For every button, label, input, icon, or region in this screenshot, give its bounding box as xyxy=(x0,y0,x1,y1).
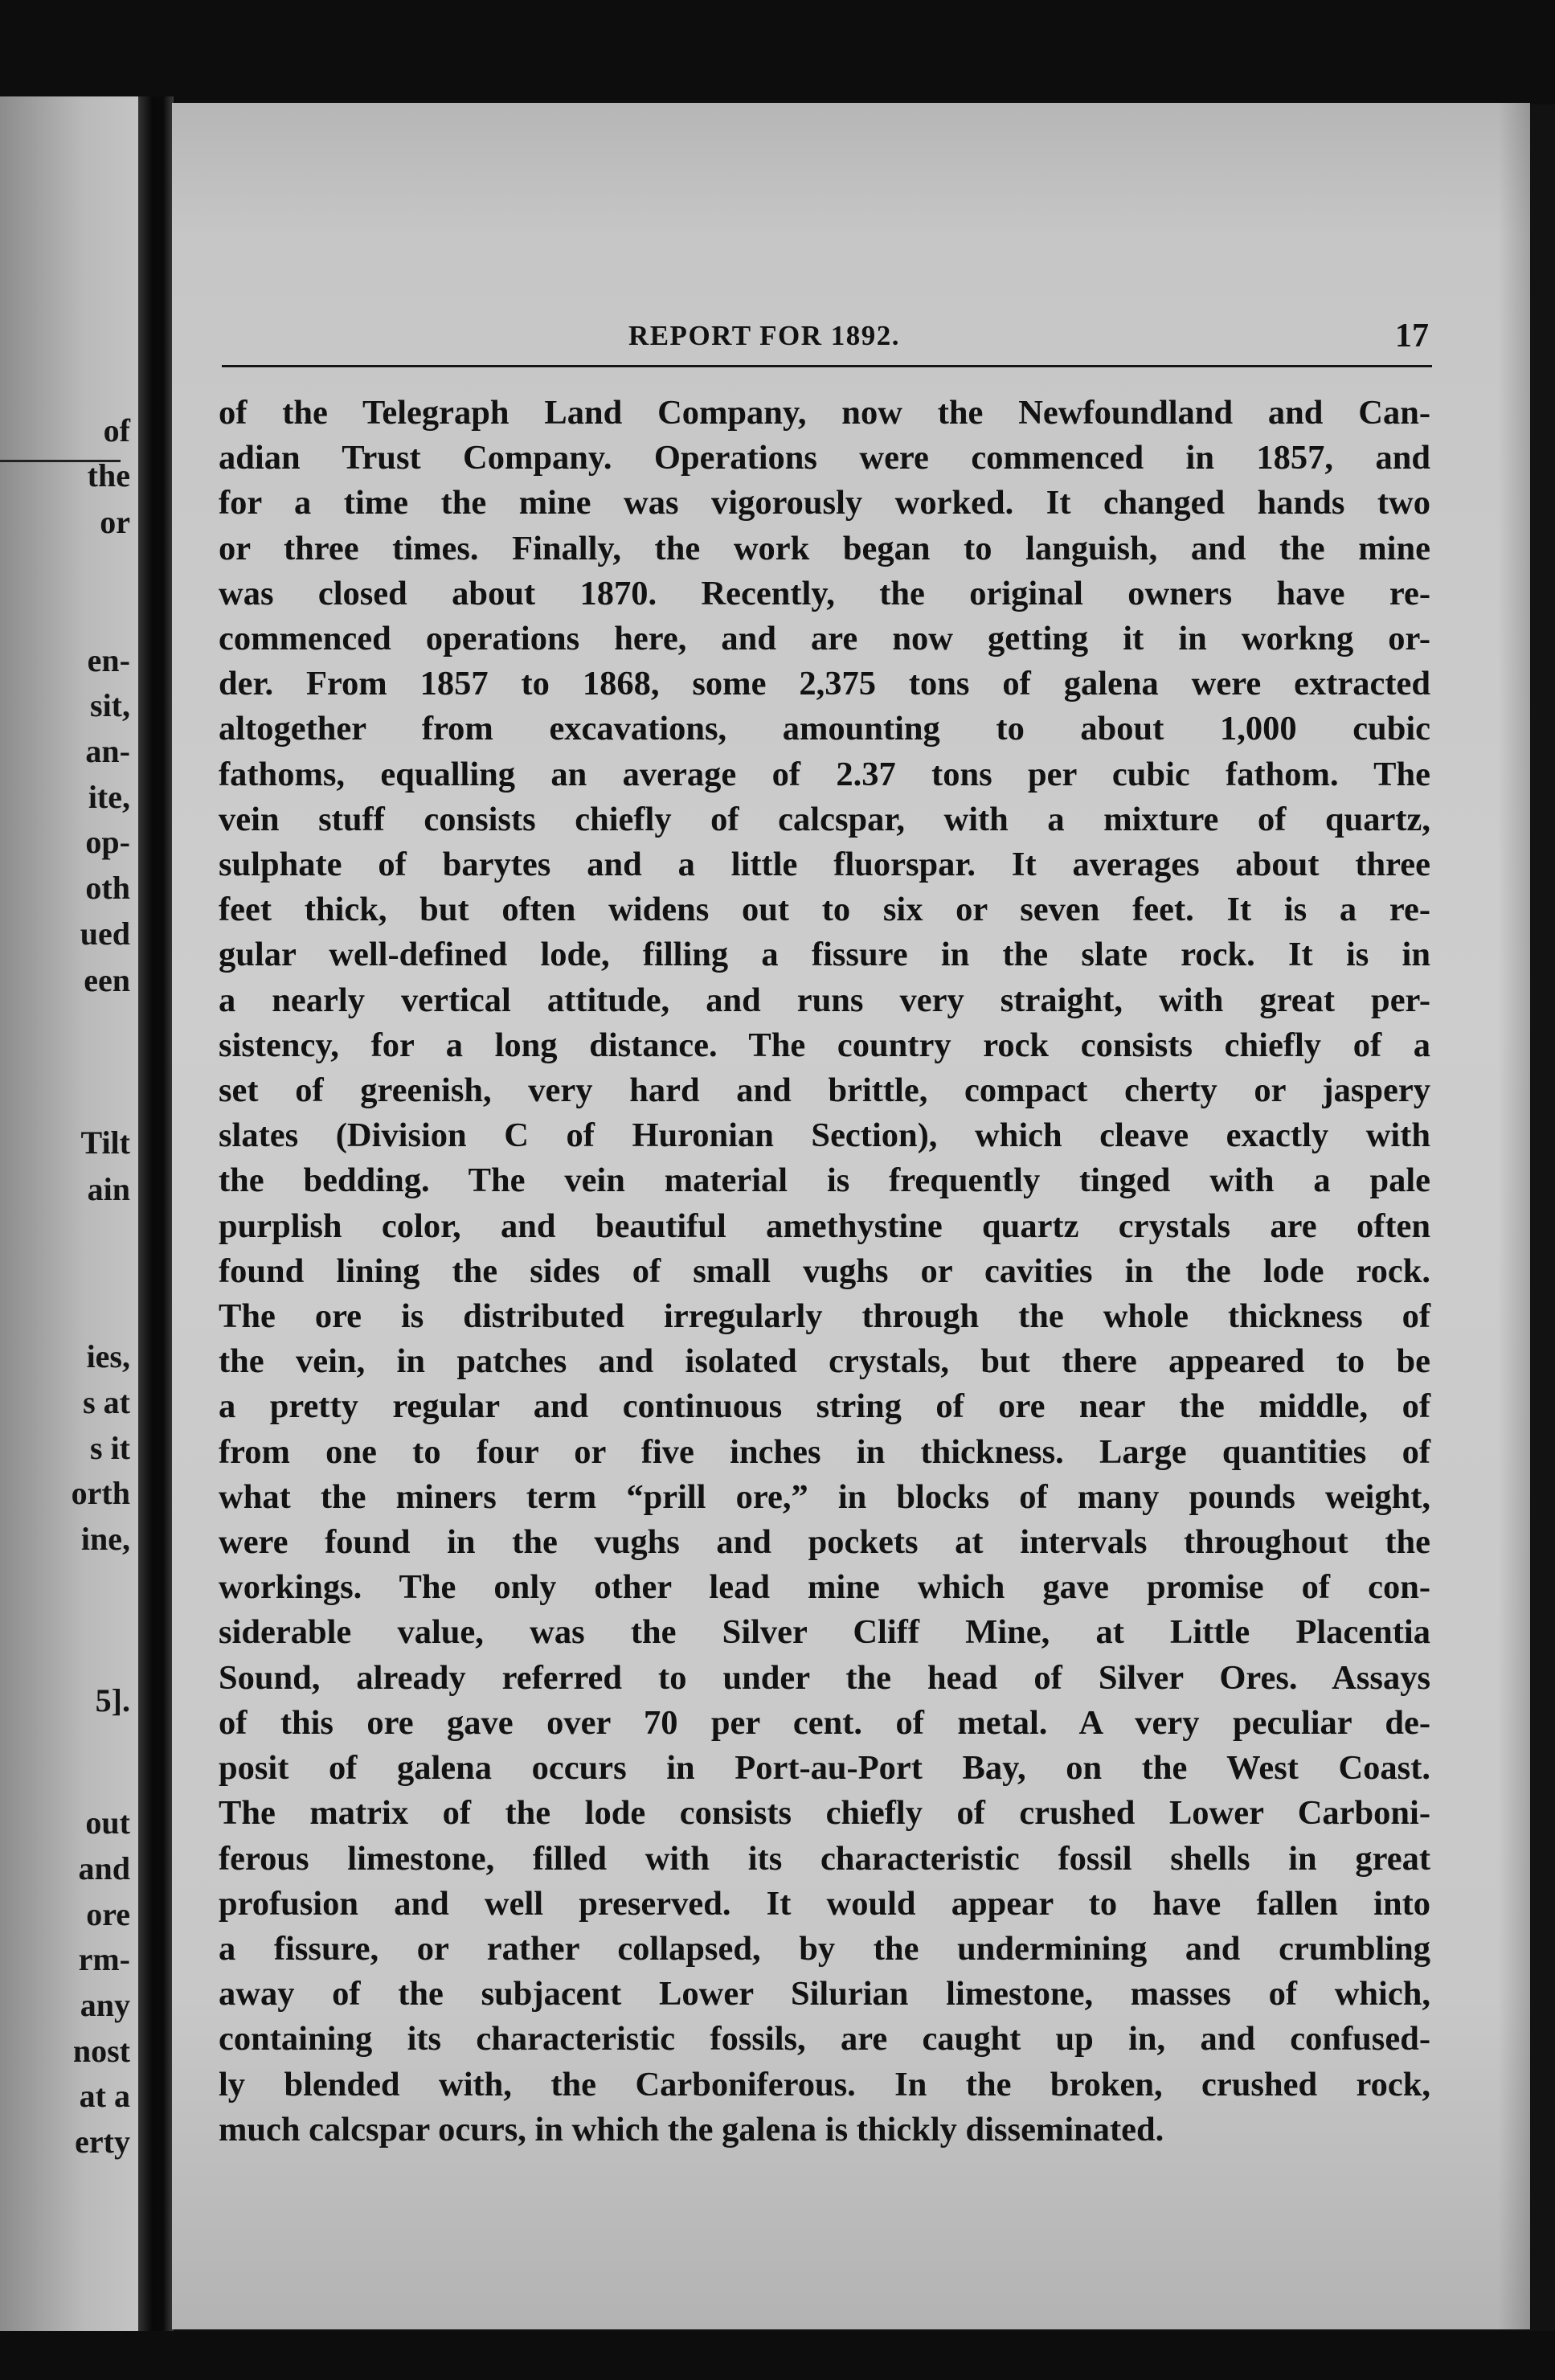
body-paragraph xyxy=(219,391,1430,2153)
text-line: gular well-defined lode, filling a fissure in the slate rock. It is in xyxy=(219,936,1430,974)
text-line: The ore is distributed irregularly through the whole thickness of xyxy=(219,1297,1430,1336)
running-head-title: REPORT FOR 1892. xyxy=(628,320,901,351)
text-line: or three times. Finally, the work began to languish, and the mine xyxy=(219,529,1430,567)
text-line: purplish color, and beautiful amethystine quartz crystals are often xyxy=(219,1206,1430,1245)
page-number: 17 xyxy=(1395,317,1429,354)
facing-page-fragment: ies, xyxy=(86,1338,130,1374)
facing-page-fragment: ine, xyxy=(80,1521,130,1557)
text-line: vein stuff consists chiefly of calcspar, with a mixture of quartz, xyxy=(219,800,1430,838)
facing-page-fragment: the xyxy=(87,457,130,494)
facing-page-fragment: at a xyxy=(79,2078,130,2114)
text-line: a fissure, or rather collapsed, by the undermining and crumbling xyxy=(219,1929,1430,1968)
binding-gutter xyxy=(138,96,174,2331)
text-line: what the miners term “prill ore,” in blocks of many pounds weight, xyxy=(219,1477,1430,1516)
page-edge-shadow xyxy=(1498,103,1530,2329)
facing-page xyxy=(0,96,138,2331)
facing-page-fragment: ore xyxy=(86,1896,130,1932)
facing-page-fragment: orth xyxy=(71,1475,130,1511)
text-line: Sound, already referred to under the head of Silver Ores. Assays xyxy=(219,1658,1430,1697)
text-line: siderable value, was the Silver Cliff Mine, at Little Placentia xyxy=(219,1613,1430,1652)
facing-page-fragment: ued xyxy=(80,916,130,952)
text-line: away of the subjacent Lower Silurian limestone, masses of which, xyxy=(219,1975,1430,2013)
text-line: The matrix of the lode consists chiefly of crushed Lower Carboni- xyxy=(219,1794,1430,1833)
text-line: altogether from excavations, amounting to about 1,000 cubic xyxy=(219,710,1430,748)
text-line: ferous limestone, filled with its characteristic fossil shells in great xyxy=(219,1839,1430,1878)
facing-page-fragment: nost xyxy=(72,2033,130,2069)
text-line: sulphate of barytes and a little fluorspar. It averages about three xyxy=(219,846,1430,884)
text-line: was closed about 1870. Recently, the original owners have re- xyxy=(219,574,1430,612)
text-line: found lining the sides of small vughs or cavities in the lode rock. xyxy=(219,1251,1430,1290)
text-line: were found in the vughs and pockets at intervals throughout the xyxy=(219,1523,1430,1562)
facing-page-fragment: op- xyxy=(85,824,130,860)
text-line: adian Trust Company. Operations were commenced in 1857, and xyxy=(219,439,1430,477)
text-line: posit of galena occurs in Port-au-Port Bay, on the West Coast. xyxy=(219,1749,1430,1788)
text-line: a nearly vertical attitude, and runs very straight, with great per- xyxy=(219,981,1430,1019)
text-line: of this ore gave over 70 per cent. of metal. A very peculiar de- xyxy=(219,1703,1430,1742)
text-line: commenced operations here, and are now getting it in workng or- xyxy=(219,620,1430,658)
scan-border-top xyxy=(0,0,1555,104)
text-line: sistency, for a long distance. The country rock consists chiefly of a xyxy=(219,1026,1430,1064)
text-line: a pretty regular and continuous string of ore near the middle, of xyxy=(219,1387,1430,1426)
facing-page-fragment: ain xyxy=(87,1171,130,1207)
text-line: der. From 1857 to 1868, some 2,375 tons of galena were extracted xyxy=(219,665,1430,703)
facing-page-fragment: Tilt xyxy=(80,1124,130,1161)
text-line: containing its characteristic fossils, are caught up in, and confused- xyxy=(219,2020,1430,2058)
facing-page-fragment: een xyxy=(84,962,130,998)
facing-page-fragment: ite, xyxy=(88,779,130,815)
text-line: profusion and well preserved. It would appear to have fallen into xyxy=(219,1884,1430,1923)
facing-page-fragment: an- xyxy=(85,733,130,769)
text-line: the bedding. The vein material is frequently tinged with a pale xyxy=(219,1161,1430,1200)
facing-page-fragment: out xyxy=(85,1804,130,1841)
running-head xyxy=(222,309,1432,367)
facing-page-fragment: oth xyxy=(85,870,130,906)
text-line: workings. The only other lead mine which gave promise of con- xyxy=(219,1568,1430,1607)
facing-page-fragment: or xyxy=(100,504,130,540)
text-line: of the Telegraph Land Company, now the Newfoundland and Can- xyxy=(219,394,1430,432)
text-line: set of greenish, very hard and brittle, compact cherty or jaspery xyxy=(219,1071,1430,1110)
scan-border-bottom xyxy=(0,2331,1555,2380)
text-line: fathoms, equalling an average of 2.37 tons per cubic fathom. The xyxy=(219,755,1430,793)
facing-page-fragment: s at xyxy=(83,1384,130,1420)
facing-page-fragment: erty xyxy=(75,2124,130,2160)
facing-page-fragment: of xyxy=(103,412,130,449)
text-line: from one to four or five inches in thickness. Large quantities of xyxy=(219,1432,1430,1471)
text-line: slates (Division C of Huronian Section), which cleave exactly with xyxy=(219,1116,1430,1155)
facing-page-fragment: s it xyxy=(90,1430,130,1466)
text-line: the vein, in patches and isolated crystals, but there appeared to be xyxy=(219,1342,1430,1381)
facing-page-fragment: sit, xyxy=(90,687,130,723)
facing-page-fragment: and xyxy=(78,1850,130,1886)
facing-page-fragment: any xyxy=(80,1987,130,2023)
text-line: much calcspar ocurs, in which the galena is thickly disseminated. xyxy=(219,2110,1164,2149)
book-page xyxy=(172,103,1530,2329)
text-line: ly blended with, the Carboniferous. In the broken, crushed rock, xyxy=(219,2065,1430,2103)
facing-page-fragment: en- xyxy=(87,642,130,678)
facing-page-fragment: 5]. xyxy=(95,1682,130,1718)
text-line: for a time the mine was vigorously worked. It changed hands two xyxy=(219,484,1430,522)
facing-page-fragment: rm- xyxy=(78,1941,130,1977)
text-line: feet thick, but often widens out to six or seven feet. It is a re- xyxy=(219,891,1430,929)
